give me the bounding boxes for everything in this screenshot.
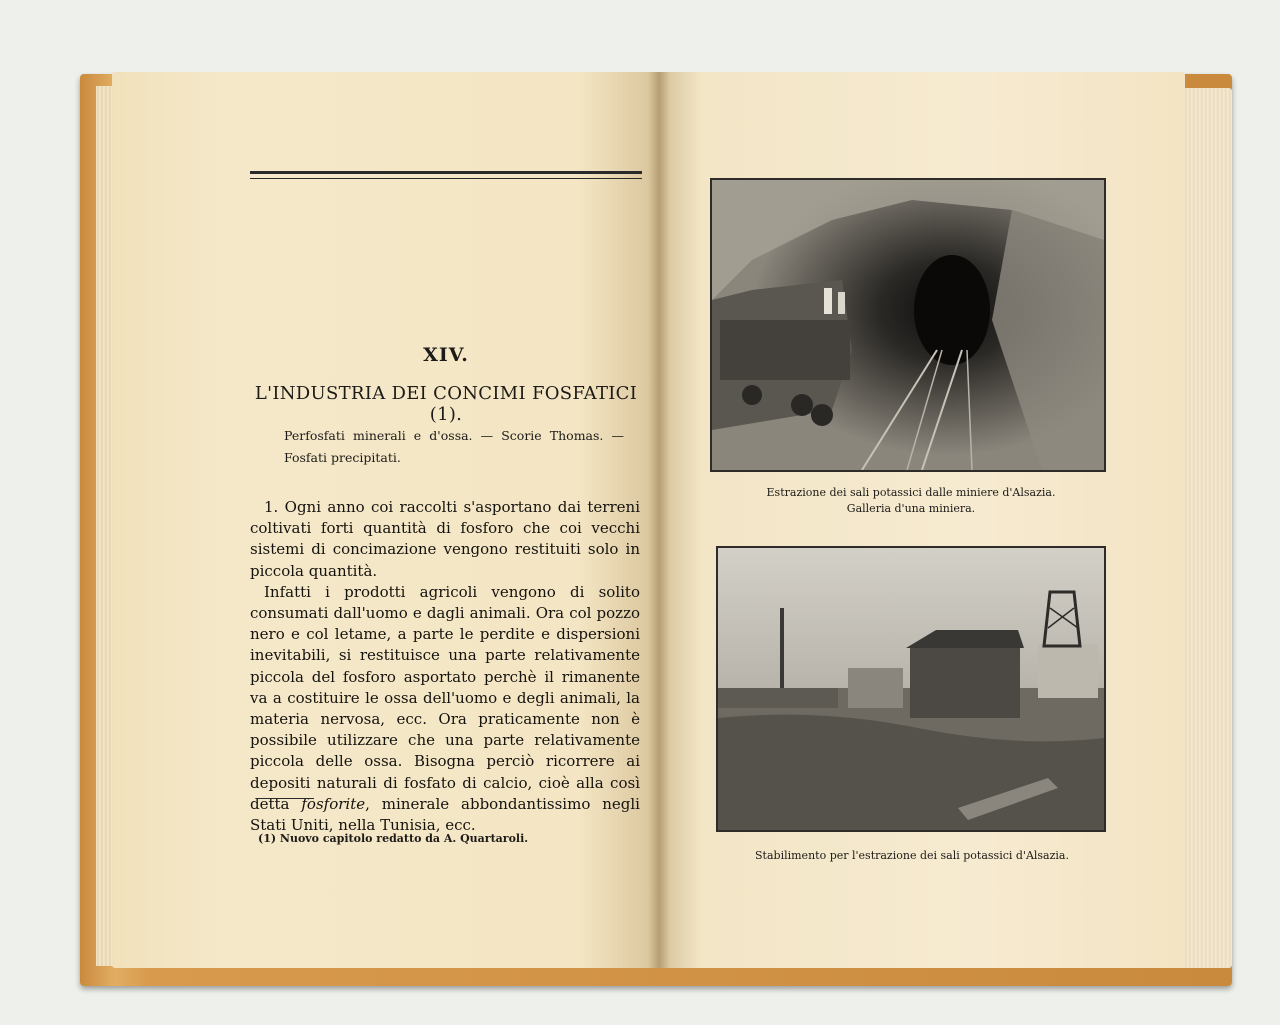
chapter-title: L'INDUSTRIA DEI CONCIMI FOSFATICI (1). [254, 383, 638, 425]
chapter-number: XIV. [423, 344, 469, 366]
mine-tunnel-photo [710, 178, 1106, 472]
photo-2-caption: Stabilimento per l'estrazione dei sali potassici d'Alsazia. [755, 849, 1069, 862]
paragraph-2-text-a: Infatti i prodotti agricoli vengono di solito consumati dall'uomo e dagli animali. Ora col pozzo nero e col letame, a parte le perdite e dispersioni inevitabili, si restituisce una parte relativamente piccola del fosforo asportato perchè il rimanente va a costituire le ossa dell'uomo e degli animali, la materia nervosa, ecc. Ora praticamente non è possibile utilizzare che una parte relativamente piccola delle ossa. Bisogna perciò ricorrere ai depositi naturali di fosfato di calcio, cioè alla così detta [250, 582, 640, 813]
chapter-summary: Perfosfati minerali e d'ossa. — Scorie Thomas. — Fosfati precipitati. [284, 428, 624, 465]
footnote-rule [256, 798, 314, 799]
photo-1-caption-line-1: Estrazione dei sali potassici dalle miniere d'Alsazia. [766, 486, 1056, 499]
paragraph-2-text-b: , minerale abbondantissimo negli Stati Uniti, nella Tunisia, ecc. [250, 794, 640, 835]
body-text [250, 497, 640, 836]
photo-1-caption [716, 485, 1106, 517]
page-edges-right [1180, 88, 1232, 968]
chapter-header-rule [250, 171, 642, 179]
footnote: (1) Nuovo capitolo redatto da A. Quartaroli. [258, 832, 529, 845]
photo-1-caption-line-2: Galleria d'una miniera. [846, 502, 976, 515]
paragraph-2-italic-term: fosforite [301, 794, 366, 813]
book-gutter [648, 72, 670, 968]
paragraph-1: 1. Ogni anno coi raccolti s'asportano dai terreni coltivati forti quantità di fosforo che coi vecchi sistemi di concimazione vengono restituiti solo in piccola quantità. [250, 498, 640, 580]
factory-photo [716, 546, 1106, 832]
